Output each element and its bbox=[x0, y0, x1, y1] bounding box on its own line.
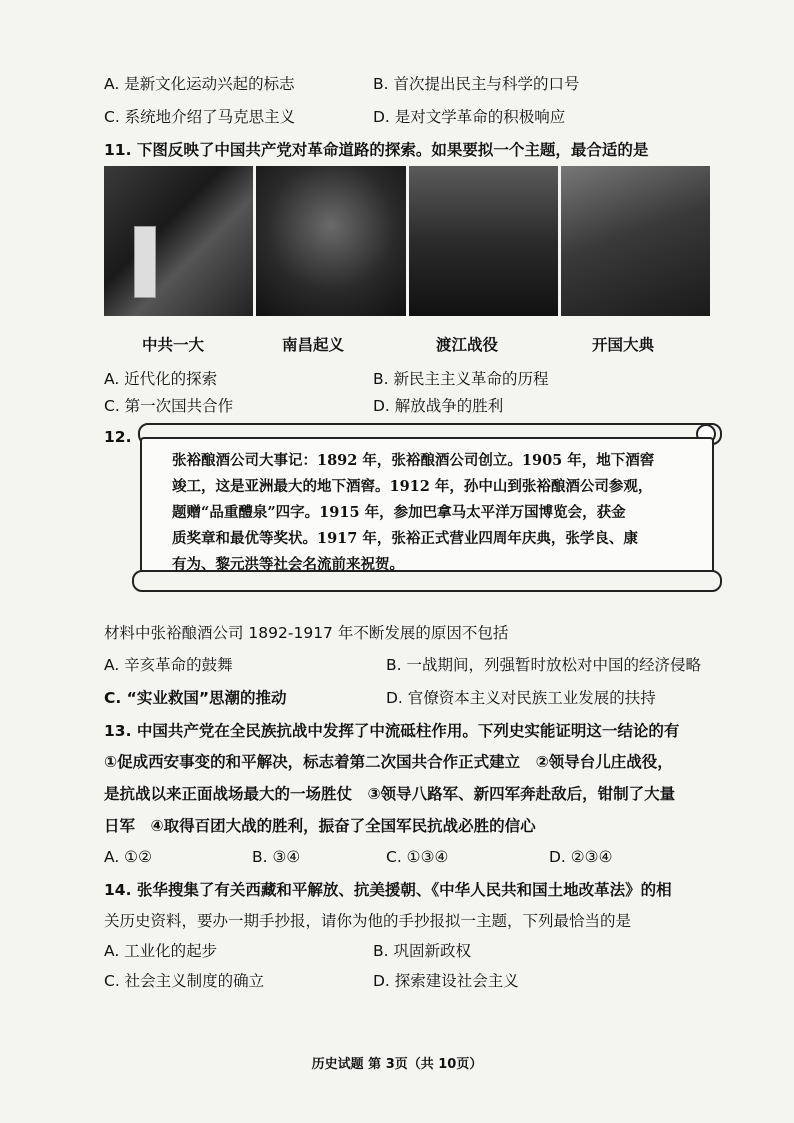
caption-founding-ceremony: 开国大典 bbox=[592, 336, 655, 354]
photo-nanchang-uprising bbox=[256, 166, 405, 316]
scroll-line: 质奖章和最优等奖状。1917 年，张裕正式营业四周年庆典，张学良、康 bbox=[172, 530, 638, 547]
q10-option-b: B. 首次提出民主与科学的口号 bbox=[373, 75, 580, 93]
q10-option-c: C. 系统地介绍了马克思主义 bbox=[104, 108, 296, 126]
q10-option-a: A. 是新文化运动兴起的标志 bbox=[104, 75, 295, 93]
q12-number: 12. bbox=[104, 428, 132, 446]
photo-yangtze-crossing bbox=[409, 166, 558, 316]
q14-stem-line-1: 14. 张华搜集了有关西藏和平解放、抗美援朝、《中华人民共和国土地改革法》的相 bbox=[104, 881, 672, 899]
q12-stem: 材料中张裕酿酒公司 1892-1917 年不断发展的原因不包括 bbox=[104, 624, 509, 642]
scroll-line: 题赠“品重醴泉”四字。1915 年，参加巴拿马太平洋万国博览会，获金 bbox=[172, 504, 626, 521]
q11-photo-strip bbox=[104, 166, 710, 316]
scroll-line: 竣工，这是亚洲最大的地下酒窖。1912 年，孙中山到张裕酿酒公司参观， bbox=[172, 478, 653, 495]
q13-stem-line-3: 是抗战以来正面战场最大的一场胜仗 ③领导八路军、新四军奔赴敌后，钳制了大量 bbox=[104, 785, 676, 803]
q12-option-c: C. “实业救国”思潮的推动 bbox=[104, 689, 287, 707]
q12-option-a: A. 辛亥革命的鼓舞 bbox=[104, 656, 233, 674]
q10-option-d: D. 是对文学革命的积极响应 bbox=[373, 108, 566, 126]
photo-first-congress bbox=[104, 166, 253, 316]
q13-stem-line-1: 13. 中国共产党在全民族抗战中发挥了中流砥柱作用。下列史实能证明这一结论的有 bbox=[104, 722, 680, 740]
q11-stem: 11. 下图反映了中国共产党对革命道路的探索。如果要拟一个主题，最合适的是 bbox=[104, 141, 649, 159]
q13-option-d: D. ②③④ bbox=[549, 848, 613, 866]
q12-option-d: D. 官僚资本主义对民族工业发展的扶持 bbox=[386, 689, 656, 707]
q13-option-c: C. ①③④ bbox=[386, 848, 449, 866]
q14-stem-line-2: 关历史资料，要办一期手抄报，请你为他的手抄报拟一主题，下列最恰当的是 bbox=[104, 912, 632, 930]
scroll-line: 张裕酿酒公司大事记：1892 年，张裕酿酒公司创立。1905 年，地下酒窖 bbox=[172, 452, 655, 469]
q13-stem-line-2: ①促成西安事变的和平解决，标志着第二次国共合作正式建立 ②领导台儿庄战役， bbox=[104, 753, 673, 771]
photo-founding-ceremony bbox=[561, 166, 710, 316]
q14-option-b: B. 巩固新政权 bbox=[373, 942, 471, 960]
caption-nanchang-uprising: 南昌起义 bbox=[282, 336, 345, 354]
q12-option-b: B. 一战期间，列强暂时放松对中国的经济侵略 bbox=[386, 656, 701, 674]
q14-option-a: A. 工业化的起步 bbox=[104, 942, 218, 960]
scroll-line: 有为、黎元洪等社会名流前来祝贺。 bbox=[172, 556, 404, 573]
q11-option-a: A. 近代化的探索 bbox=[104, 370, 218, 388]
q13-option-a: A. ①② bbox=[104, 848, 152, 866]
caption-yangtze-crossing: 渡江战役 bbox=[436, 336, 499, 354]
q11-option-d: D. 解放战争的胜利 bbox=[373, 397, 504, 415]
q14-option-d: D. 探索建设社会主义 bbox=[373, 972, 519, 990]
q11-option-c: C. 第一次国共合作 bbox=[104, 397, 234, 415]
q14-option-c: C. 社会主义制度的确立 bbox=[104, 972, 265, 990]
q13-stem-line-4: 日军 ④取得百团大战的胜利，振奋了全国军民抗战必胜的信心 bbox=[104, 817, 536, 835]
q11-option-b: B. 新民主主义革命的历程 bbox=[373, 370, 549, 388]
scroll-text bbox=[172, 448, 692, 578]
caption-first-congress: 中共一大 bbox=[142, 336, 205, 354]
q13-option-b: B. ③④ bbox=[252, 848, 301, 866]
page-footer: 历史试题 第 3页（共 10页） bbox=[311, 1057, 483, 1072]
